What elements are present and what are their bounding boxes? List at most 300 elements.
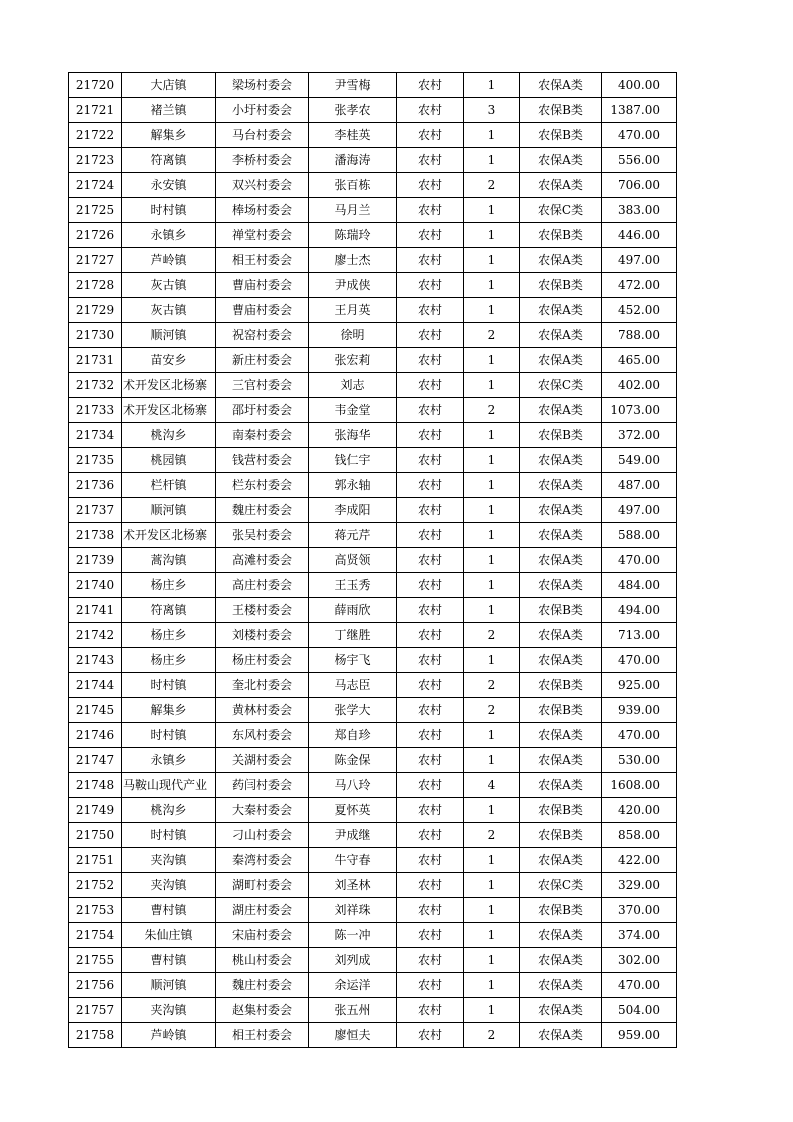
insurance-category-cell: 农保A类 xyxy=(520,623,602,648)
amount-cell: 374.00 xyxy=(602,923,677,948)
insurance-category-cell: 农保A类 xyxy=(520,523,602,548)
row-number-cell: 21742 xyxy=(69,623,122,648)
amount-cell: 402.00 xyxy=(602,373,677,398)
household-count-cell: 2 xyxy=(464,398,520,423)
amount-cell: 470.00 xyxy=(602,973,677,998)
town-cell: 解集乡 xyxy=(122,698,216,723)
household-count-cell: 1 xyxy=(464,223,520,248)
village-committee-cell: 关湖村委会 xyxy=(216,748,309,773)
table-row xyxy=(69,623,677,648)
table-row xyxy=(69,198,677,223)
amount-cell: 383.00 xyxy=(602,198,677,223)
area-type-cell: 农村 xyxy=(397,523,464,548)
household-count-cell: 1 xyxy=(464,498,520,523)
area-type-cell: 农村 xyxy=(397,848,464,873)
table-row xyxy=(69,748,677,773)
town-cell: 时村镇 xyxy=(122,723,216,748)
village-committee-cell: 相王村委会 xyxy=(216,1023,309,1048)
name-cell: 张宏莉 xyxy=(309,348,397,373)
name-cell: 陈金保 xyxy=(309,748,397,773)
area-type-cell: 农村 xyxy=(397,948,464,973)
household-count-cell: 2 xyxy=(464,1023,520,1048)
area-type-cell: 农村 xyxy=(397,348,464,373)
insurance-category-cell: 农保C类 xyxy=(520,873,602,898)
household-count-cell: 1 xyxy=(464,523,520,548)
insurance-category-cell: 农保A类 xyxy=(520,748,602,773)
table-row xyxy=(69,598,677,623)
row-number-cell: 21726 xyxy=(69,223,122,248)
town-cell: 夹沟镇 xyxy=(122,873,216,898)
row-number-cell: 21749 xyxy=(69,798,122,823)
row-number-cell: 21725 xyxy=(69,198,122,223)
table-row xyxy=(69,1023,677,1048)
row-number-cell: 21729 xyxy=(69,298,122,323)
area-type-cell: 农村 xyxy=(397,898,464,923)
row-number-cell: 21728 xyxy=(69,273,122,298)
area-type-cell: 农村 xyxy=(397,823,464,848)
village-committee-cell: 药闫村委会 xyxy=(216,773,309,798)
table-row xyxy=(69,448,677,473)
insurance-category-cell: 农保B类 xyxy=(520,273,602,298)
table-row xyxy=(69,348,677,373)
village-committee-cell: 黄林村委会 xyxy=(216,698,309,723)
town-cell: 永安镇 xyxy=(122,173,216,198)
table-row xyxy=(69,123,677,148)
name-cell: 李桂英 xyxy=(309,123,397,148)
village-committee-cell: 禅堂村委会 xyxy=(216,223,309,248)
insurance-category-cell: 农保C类 xyxy=(520,198,602,223)
row-number-cell: 21744 xyxy=(69,673,122,698)
row-number-cell: 21739 xyxy=(69,548,122,573)
insurance-category-cell: 农保A类 xyxy=(520,998,602,1023)
table-row xyxy=(69,223,677,248)
household-count-cell: 1 xyxy=(464,73,520,98)
table-row xyxy=(69,673,677,698)
row-number-cell: 21724 xyxy=(69,173,122,198)
row-number-cell: 21757 xyxy=(69,998,122,1023)
row-number-cell: 21738 xyxy=(69,523,122,548)
town-cell: 时村镇 xyxy=(122,198,216,223)
village-committee-cell: 张吴村委会 xyxy=(216,523,309,548)
village-committee-cell: 赵集村委会 xyxy=(216,998,309,1023)
row-number-cell: 21737 xyxy=(69,498,122,523)
insurance-category-cell: 农保B类 xyxy=(520,223,602,248)
area-type-cell: 农村 xyxy=(397,448,464,473)
household-count-cell: 2 xyxy=(464,623,520,648)
table-row xyxy=(69,798,677,823)
amount-cell: 470.00 xyxy=(602,123,677,148)
table-row xyxy=(69,473,677,498)
town-cell: 时村镇 xyxy=(122,673,216,698)
name-cell: 高贤领 xyxy=(309,548,397,573)
amount-cell: 588.00 xyxy=(602,523,677,548)
town-cell: 桃沟乡 xyxy=(122,423,216,448)
town-cell: 永镇乡 xyxy=(122,748,216,773)
town-cell: 褚兰镇 xyxy=(122,98,216,123)
row-number-cell: 21723 xyxy=(69,148,122,173)
village-committee-cell: 小圩村委会 xyxy=(216,98,309,123)
insurance-category-cell: 农保A类 xyxy=(520,548,602,573)
town-cell: 栏杆镇 xyxy=(122,473,216,498)
insurance-category-cell: 农保B类 xyxy=(520,673,602,698)
table-row xyxy=(69,298,677,323)
table-row xyxy=(69,148,677,173)
name-cell: 余运洋 xyxy=(309,973,397,998)
area-type-cell: 农村 xyxy=(397,498,464,523)
town-cell: 马鞍山现代产业 xyxy=(122,773,216,798)
table-row xyxy=(69,373,677,398)
amount-cell: 329.00 xyxy=(602,873,677,898)
amount-cell: 504.00 xyxy=(602,998,677,1023)
table-row xyxy=(69,523,677,548)
town-cell: 符离镇 xyxy=(122,148,216,173)
table-row xyxy=(69,898,677,923)
insurance-category-cell: 农保A类 xyxy=(520,498,602,523)
row-number-cell: 21758 xyxy=(69,1023,122,1048)
table-row xyxy=(69,973,677,998)
area-type-cell: 农村 xyxy=(397,398,464,423)
household-count-cell: 1 xyxy=(464,948,520,973)
insurance-category-cell: 农保A类 xyxy=(520,398,602,423)
row-number-cell: 21740 xyxy=(69,573,122,598)
area-type-cell: 农村 xyxy=(397,323,464,348)
household-count-cell: 1 xyxy=(464,473,520,498)
village-committee-cell: 刁山村委会 xyxy=(216,823,309,848)
area-type-cell: 农村 xyxy=(397,748,464,773)
table-row xyxy=(69,823,677,848)
insurance-category-cell: 农保B类 xyxy=(520,98,602,123)
town-cell: 杨庄乡 xyxy=(122,623,216,648)
village-committee-cell: 秦湾村委会 xyxy=(216,848,309,873)
town-cell: 曹村镇 xyxy=(122,898,216,923)
household-count-cell: 1 xyxy=(464,998,520,1023)
name-cell: 蒋元芹 xyxy=(309,523,397,548)
village-committee-cell: 曹庙村委会 xyxy=(216,273,309,298)
table-row xyxy=(69,648,677,673)
household-count-cell: 1 xyxy=(464,798,520,823)
insurance-category-cell: 农保A类 xyxy=(520,148,602,173)
amount-cell: 452.00 xyxy=(602,298,677,323)
town-cell: 芦岭镇 xyxy=(122,1023,216,1048)
town-cell: 桃园镇 xyxy=(122,448,216,473)
town-cell: 曹村镇 xyxy=(122,948,216,973)
area-type-cell: 农村 xyxy=(397,248,464,273)
name-cell: 陈一冲 xyxy=(309,923,397,948)
town-cell: 灰古镇 xyxy=(122,298,216,323)
amount-cell: 549.00 xyxy=(602,448,677,473)
household-count-cell: 1 xyxy=(464,923,520,948)
amount-cell: 1073.00 xyxy=(602,398,677,423)
amount-cell: 1387.00 xyxy=(602,98,677,123)
household-count-cell: 1 xyxy=(464,123,520,148)
village-committee-cell: 相王村委会 xyxy=(216,248,309,273)
row-number-cell: 21754 xyxy=(69,923,122,948)
insurance-category-cell: 农保A类 xyxy=(520,173,602,198)
name-cell: 张五州 xyxy=(309,998,397,1023)
area-type-cell: 农村 xyxy=(397,648,464,673)
area-type-cell: 农村 xyxy=(397,423,464,448)
amount-cell: 420.00 xyxy=(602,798,677,823)
village-committee-cell: 湖庄村委会 xyxy=(216,898,309,923)
town-cell: 永镇乡 xyxy=(122,223,216,248)
name-cell: 马志臣 xyxy=(309,673,397,698)
name-cell: 薛雨欣 xyxy=(309,598,397,623)
row-number-cell: 21727 xyxy=(69,248,122,273)
name-cell: 郑自珍 xyxy=(309,723,397,748)
household-count-cell: 1 xyxy=(464,898,520,923)
household-count-cell: 1 xyxy=(464,348,520,373)
area-type-cell: 农村 xyxy=(397,573,464,598)
amount-cell: 925.00 xyxy=(602,673,677,698)
name-cell: 潘海涛 xyxy=(309,148,397,173)
row-number-cell: 21751 xyxy=(69,848,122,873)
village-committee-cell: 王楼村委会 xyxy=(216,598,309,623)
village-committee-cell: 湖町村委会 xyxy=(216,873,309,898)
table-row xyxy=(69,848,677,873)
amount-cell: 959.00 xyxy=(602,1023,677,1048)
area-type-cell: 农村 xyxy=(397,623,464,648)
area-type-cell: 农村 xyxy=(397,998,464,1023)
village-committee-cell: 东风村委会 xyxy=(216,723,309,748)
name-cell: 刘祥珠 xyxy=(309,898,397,923)
insurance-category-cell: 农保A类 xyxy=(520,298,602,323)
area-type-cell: 农村 xyxy=(397,473,464,498)
household-count-cell: 2 xyxy=(464,673,520,698)
household-count-cell: 2 xyxy=(464,823,520,848)
name-cell: 韦金堂 xyxy=(309,398,397,423)
village-committee-cell: 曹庙村委会 xyxy=(216,298,309,323)
table-row xyxy=(69,873,677,898)
village-committee-cell: 栏东村委会 xyxy=(216,473,309,498)
insurance-category-cell: 农保B类 xyxy=(520,123,602,148)
table-row xyxy=(69,998,677,1023)
household-count-cell: 1 xyxy=(464,723,520,748)
village-committee-cell: 棒场村委会 xyxy=(216,198,309,223)
amount-cell: 494.00 xyxy=(602,598,677,623)
village-committee-cell: 梁场村委会 xyxy=(216,73,309,98)
town-cell: 朱仙庄镇 xyxy=(122,923,216,948)
town-cell: 灰古镇 xyxy=(122,273,216,298)
amount-cell: 556.00 xyxy=(602,148,677,173)
table-row xyxy=(69,498,677,523)
town-cell: 顺河镇 xyxy=(122,323,216,348)
name-cell: 陈瑞玲 xyxy=(309,223,397,248)
amount-cell: 497.00 xyxy=(602,248,677,273)
insurance-category-cell: 农保A类 xyxy=(520,923,602,948)
household-count-cell: 2 xyxy=(464,173,520,198)
name-cell: 张学大 xyxy=(309,698,397,723)
row-number-cell: 21752 xyxy=(69,873,122,898)
area-type-cell: 农村 xyxy=(397,698,464,723)
amount-cell: 487.00 xyxy=(602,473,677,498)
village-committee-cell: 南秦村委会 xyxy=(216,423,309,448)
amount-cell: 706.00 xyxy=(602,173,677,198)
household-count-cell: 2 xyxy=(464,323,520,348)
amount-cell: 713.00 xyxy=(602,623,677,648)
insurance-category-cell: 农保A类 xyxy=(520,973,602,998)
household-count-cell: 1 xyxy=(464,248,520,273)
amount-cell: 530.00 xyxy=(602,748,677,773)
name-cell: 李成阳 xyxy=(309,498,397,523)
insurance-category-cell: 农保A类 xyxy=(520,448,602,473)
row-number-cell: 21750 xyxy=(69,823,122,848)
area-type-cell: 农村 xyxy=(397,923,464,948)
household-count-cell: 1 xyxy=(464,198,520,223)
amount-cell: 470.00 xyxy=(602,548,677,573)
household-count-cell: 3 xyxy=(464,98,520,123)
table-row xyxy=(69,398,677,423)
name-cell: 廖士杰 xyxy=(309,248,397,273)
area-type-cell: 农村 xyxy=(397,548,464,573)
name-cell: 刘列成 xyxy=(309,948,397,973)
amount-cell: 484.00 xyxy=(602,573,677,598)
table-row xyxy=(69,248,677,273)
table-row xyxy=(69,698,677,723)
name-cell: 牛守春 xyxy=(309,848,397,873)
area-type-cell: 农村 xyxy=(397,73,464,98)
village-committee-cell: 魏庄村委会 xyxy=(216,498,309,523)
table-row xyxy=(69,773,677,798)
area-type-cell: 农村 xyxy=(397,223,464,248)
row-number-cell: 21747 xyxy=(69,748,122,773)
name-cell: 张海华 xyxy=(309,423,397,448)
row-number-cell: 21721 xyxy=(69,98,122,123)
household-count-cell: 1 xyxy=(464,448,520,473)
table-row xyxy=(69,948,677,973)
town-cell: 芦岭镇 xyxy=(122,248,216,273)
household-count-cell: 1 xyxy=(464,548,520,573)
household-count-cell: 1 xyxy=(464,748,520,773)
insurance-category-cell: 农保B类 xyxy=(520,798,602,823)
name-cell: 廖恒夫 xyxy=(309,1023,397,1048)
amount-cell: 446.00 xyxy=(602,223,677,248)
name-cell: 马八玲 xyxy=(309,773,397,798)
household-count-cell: 1 xyxy=(464,273,520,298)
town-cell: 顺河镇 xyxy=(122,973,216,998)
village-committee-cell: 宋庙村委会 xyxy=(216,923,309,948)
area-type-cell: 农村 xyxy=(397,123,464,148)
village-committee-cell: 桃山村委会 xyxy=(216,948,309,973)
row-number-cell: 21753 xyxy=(69,898,122,923)
insurance-category-cell: 农保B类 xyxy=(520,423,602,448)
insurance-category-cell: 农保A类 xyxy=(520,1023,602,1048)
table-row xyxy=(69,73,677,98)
amount-cell: 422.00 xyxy=(602,848,677,873)
row-number-cell: 21746 xyxy=(69,723,122,748)
table-row xyxy=(69,98,677,123)
insurance-category-cell: 农保A类 xyxy=(520,323,602,348)
town-cell: 杨庄乡 xyxy=(122,573,216,598)
row-number-cell: 21732 xyxy=(69,373,122,398)
table-row xyxy=(69,548,677,573)
area-type-cell: 农村 xyxy=(397,373,464,398)
village-committee-cell: 新庄村委会 xyxy=(216,348,309,373)
insurance-category-cell: 农保B类 xyxy=(520,823,602,848)
town-cell: 大店镇 xyxy=(122,73,216,98)
insurance-category-cell: 农保A类 xyxy=(520,723,602,748)
amount-cell: 497.00 xyxy=(602,498,677,523)
table-row xyxy=(69,573,677,598)
insurance-category-cell: 农保A类 xyxy=(520,773,602,798)
amount-cell: 372.00 xyxy=(602,423,677,448)
household-count-cell: 1 xyxy=(464,873,520,898)
area-type-cell: 农村 xyxy=(397,173,464,198)
amount-cell: 470.00 xyxy=(602,648,677,673)
amount-cell: 788.00 xyxy=(602,323,677,348)
insurance-category-cell: 农保A类 xyxy=(520,648,602,673)
row-number-cell: 21743 xyxy=(69,648,122,673)
area-type-cell: 农村 xyxy=(397,198,464,223)
village-committee-cell: 马台村委会 xyxy=(216,123,309,148)
name-cell: 夏怀英 xyxy=(309,798,397,823)
area-type-cell: 农村 xyxy=(397,273,464,298)
area-type-cell: 农村 xyxy=(397,773,464,798)
table-row xyxy=(69,173,677,198)
area-type-cell: 农村 xyxy=(397,873,464,898)
household-count-cell: 1 xyxy=(464,598,520,623)
name-cell: 刘圣林 xyxy=(309,873,397,898)
name-cell: 张百栋 xyxy=(309,173,397,198)
village-committee-cell: 高庄村委会 xyxy=(216,573,309,598)
village-committee-cell: 三官村委会 xyxy=(216,373,309,398)
name-cell: 尹雪梅 xyxy=(309,73,397,98)
amount-cell: 400.00 xyxy=(602,73,677,98)
town-cell: 解集乡 xyxy=(122,123,216,148)
village-committee-cell: 奎北村委会 xyxy=(216,673,309,698)
town-cell: 术开发区北杨寨 xyxy=(122,373,216,398)
village-committee-cell: 刘楼村委会 xyxy=(216,623,309,648)
name-cell: 尹成继 xyxy=(309,823,397,848)
household-count-cell: 1 xyxy=(464,848,520,873)
table-row xyxy=(69,423,677,448)
amount-cell: 302.00 xyxy=(602,948,677,973)
name-cell: 马月兰 xyxy=(309,198,397,223)
table-body xyxy=(69,73,677,1048)
row-number-cell: 21730 xyxy=(69,323,122,348)
name-cell: 郭永轴 xyxy=(309,473,397,498)
amount-cell: 1608.00 xyxy=(602,773,677,798)
area-type-cell: 农村 xyxy=(397,798,464,823)
table-row xyxy=(69,273,677,298)
insurance-category-cell: 农保A类 xyxy=(520,248,602,273)
insurance-category-cell: 农保A类 xyxy=(520,948,602,973)
amount-cell: 939.00 xyxy=(602,698,677,723)
insurance-category-cell: 农保B类 xyxy=(520,598,602,623)
name-cell: 徐明 xyxy=(309,323,397,348)
village-committee-cell: 高滩村委会 xyxy=(216,548,309,573)
household-count-cell: 1 xyxy=(464,423,520,448)
area-type-cell: 农村 xyxy=(397,298,464,323)
area-type-cell: 农村 xyxy=(397,98,464,123)
table-row xyxy=(69,923,677,948)
household-count-cell: 1 xyxy=(464,148,520,173)
village-committee-cell: 双兴村委会 xyxy=(216,173,309,198)
area-type-cell: 农村 xyxy=(397,1023,464,1048)
area-type-cell: 农村 xyxy=(397,598,464,623)
row-number-cell: 21736 xyxy=(69,473,122,498)
table-row xyxy=(69,323,677,348)
area-type-cell: 农村 xyxy=(397,973,464,998)
area-type-cell: 农村 xyxy=(397,723,464,748)
amount-cell: 472.00 xyxy=(602,273,677,298)
household-count-cell: 4 xyxy=(464,773,520,798)
amount-cell: 465.00 xyxy=(602,348,677,373)
name-cell: 刘志 xyxy=(309,373,397,398)
town-cell: 时村镇 xyxy=(122,823,216,848)
name-cell: 尹成侠 xyxy=(309,273,397,298)
amount-cell: 858.00 xyxy=(602,823,677,848)
town-cell: 苗安乡 xyxy=(122,348,216,373)
